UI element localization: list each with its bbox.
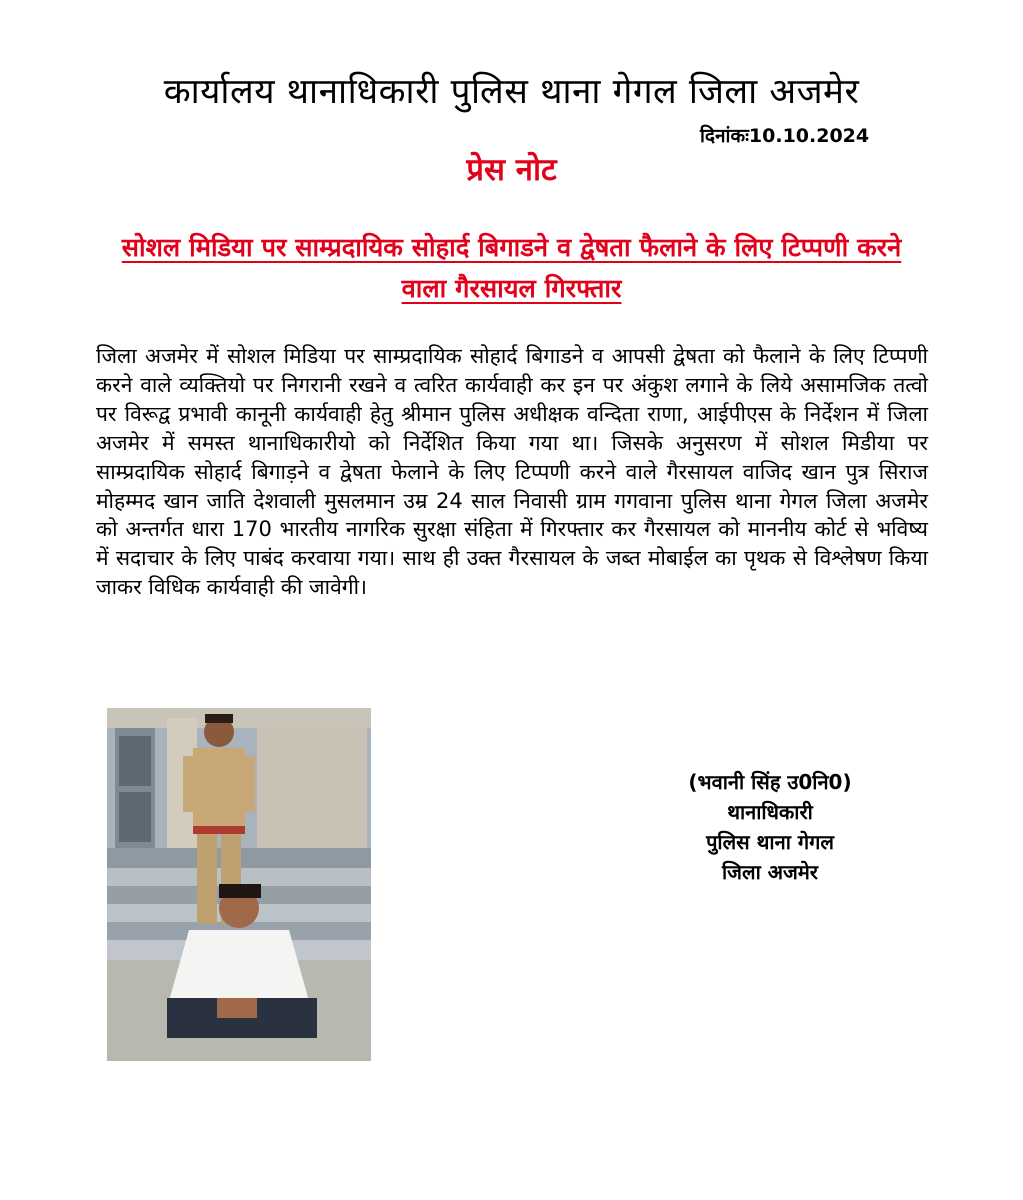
press-note-heading: प्रेस नोट (466, 152, 557, 188)
date-line: दिनांकः10.10.2024 (700, 125, 870, 147)
body-paragraph: जिला अजमेर में सोशल मिडिया पर साम्प्रदायिक सोहार्द बिगाडने व आपसी द्वेषता को फैलाने के लिए टिप्पणी करने वाले व्यक्तियो पर निगरानी रखने व त्वरित कार्यवाही कर इन पर अंकुश लगाने के लिये असामजिक तत्वो पर विरूद्व प्रभावी कानूनी कार्यवाही हेतु श्रीमान पुलिस अधीक्षक वन्दिता राणा, आईपीएस के निर्देशन में जिला अजमेर में समस्त थानाधिकारीयो को निर्देशित किया गया था। जिसके अनुसरण में सोशल मिडीया पर साम्प्रदायिक सोहार्द बिगाड़ने व द्वेषता फेलाने के लिए टिप्पणी करने वाले गैरसायल वाजिद खान पुत्र सिराज मोहम्मद खान जाति देशवाली मुसलमान उम्र 24 साल निवासी ग्राम गगवाना पुलिस थाना गेगल जिला अजमेर को अन्तर्गत धारा 170 भारतीय नागरिक सुरक्षा संहिता में गिरफ्तार कर गैरसायल को माननीय कोर्ट से भविष्य में सदाचार के लिए पाबंद करवाया गया। साथ ही उक्त गैरसायल के जब्त मोबाईल का पृथक से विश्लेषण किया जाकर विधिक कार्यवाही की जावेगी। (96, 344, 928, 600)
office-title: कार्यालय थानाधिकारी पुलिस थाना गेगल जिला अजमेर (163, 72, 860, 112)
headline: सोशल मिडिया पर साम्प्रदायिक सोहार्द बिगाडने व द्वेषता फैलाने के लिए टिप्पणी करने वाला गैरसायल गिरफ्तार (121, 233, 902, 304)
arrest-photo (107, 708, 371, 1061)
signatory-station: पुलिस थाना गेगल (706, 830, 834, 854)
arrest-photo-illustration (107, 708, 371, 1061)
signatory-name: (भवानी सिंह उ0नि0) (688, 770, 852, 794)
signature-block (620, 767, 920, 887)
signatory-district: जिला अजमेर (722, 860, 818, 884)
signatory-designation: थानाधिकारी (727, 800, 813, 824)
